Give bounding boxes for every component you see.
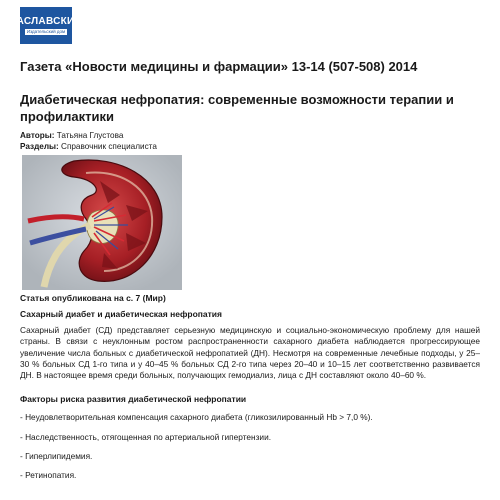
article-paragraph: Сахарный диабет (СД) представляет серьезную медицинскую и социально-экономическую проблему для нашей страны. В связи с неуклонным ростом распространенности сахарного диабета наблюдается прогрессирующее увеличение числа больных с диабетической нефропатией (ДН). Несмотря на современные лечебные подходы, у 25–30 % больных СД 1-го типа и у 40–45 % больных СД 2-го типа через 20–40 и 10–15 лет соответственно развивается ДН. В настоящее время среди больных, получающих гемодиализ, лица с ДН составляют около 40–60 %. [20, 325, 480, 381]
article-title: Диабетическая нефропатия: современные возможности терапии и профилактики [20, 92, 454, 124]
issue-line: Газета «Новости медицины и фармации» 13-14 (507-508) 2014 [20, 59, 418, 74]
list-item: - Гиперлипидемия. [20, 451, 93, 461]
list-item: - Неудовлетворительная компенсация сахарного диабета (гликозилированный Hb > 7,0 %). [20, 412, 373, 422]
sections-line [20, 142, 490, 152]
authors-value[interactable]: Татьяна Глустова [56, 131, 124, 140]
authors-line [20, 131, 490, 141]
list-item: - Ретинопатия. [20, 470, 77, 480]
published-note: Статья опубликована на с. 7 (Мир) [20, 293, 166, 303]
sections-label: Разделы: [20, 142, 59, 151]
logo-name: ЗАСЛАВСКИЙ [10, 16, 82, 27]
authors-label: Авторы: [20, 131, 55, 140]
sections-value[interactable]: Справочник специалиста [61, 142, 157, 151]
section-heading: Сахарный диабет и диабетическая нефропатия [20, 309, 222, 319]
list-item: - Наследственность, отягощенная по артериальной гипертензии. [20, 432, 272, 442]
section-heading: Факторы риска развития диабетической нефропатии [20, 394, 247, 404]
publisher-logo[interactable] [10, 7, 82, 44]
kidney-illustration [22, 155, 182, 290]
logo-tagline: Издательский дом [26, 29, 66, 34]
